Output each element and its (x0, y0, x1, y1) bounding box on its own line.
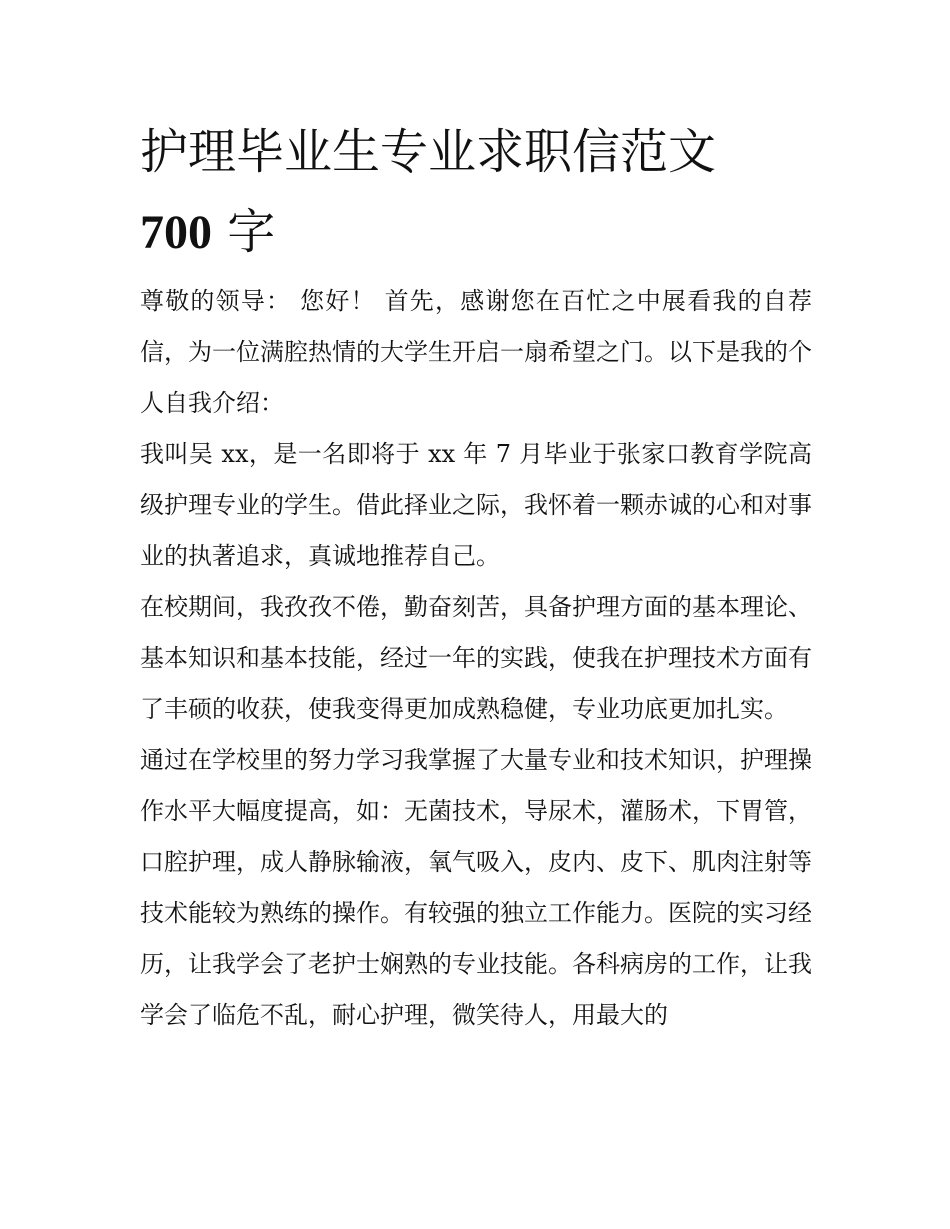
paragraph-skills: 通过在学校里的努力学习我掌握了大量专业和技术知识，护理操作水平大幅度提高，如：无菌技术，导尿术，灌肠术，下胃管，口腔护理，成人静脉输液，氧气吸入，皮内、皮下、肌肉注射等技术能较为熟练的操作。有较强的独立工作能力。医院的实习经历，让我学会了老护士娴熟的专业技能。各科病房的工作，让我学会了临危不乱，耐心护理，微笑待人，用最大的 (140, 746, 812, 1029)
title-text: 护理毕业生专业求职信范文 (140, 124, 717, 180)
paragraph-greeting: 尊敬的领导： 您好！ 首先，感谢您在百忙之中展看我的自荐信，为一位满腔热情的大学生开启一扇希望之门。以下是我的个人自我介绍： (140, 287, 812, 417)
title-number: 700 (140, 206, 212, 259)
paragraph-introduction: 我叫吴 xx，是一名即将于 xx 年 7 月毕业于张家口教育学院高级护理专业的学生。借此择业之际，我怀着一颗赤诚的心和对事业的执著追求，真诚地推荐自己。 (140, 440, 812, 570)
document-title (140, 112, 820, 273)
document-body (140, 276, 812, 1041)
paragraph-school-study: 在校期间，我孜孜不倦，勤奋刻苦，具备护理方面的基本理论、基本知识和基本技能，经过一年的实践，使我在护理技术方面有了丰硕的收获，使我变得更加成熟稳健，专业功底更加扎实。 (140, 593, 812, 723)
title-suffix: 字 (212, 204, 276, 260)
